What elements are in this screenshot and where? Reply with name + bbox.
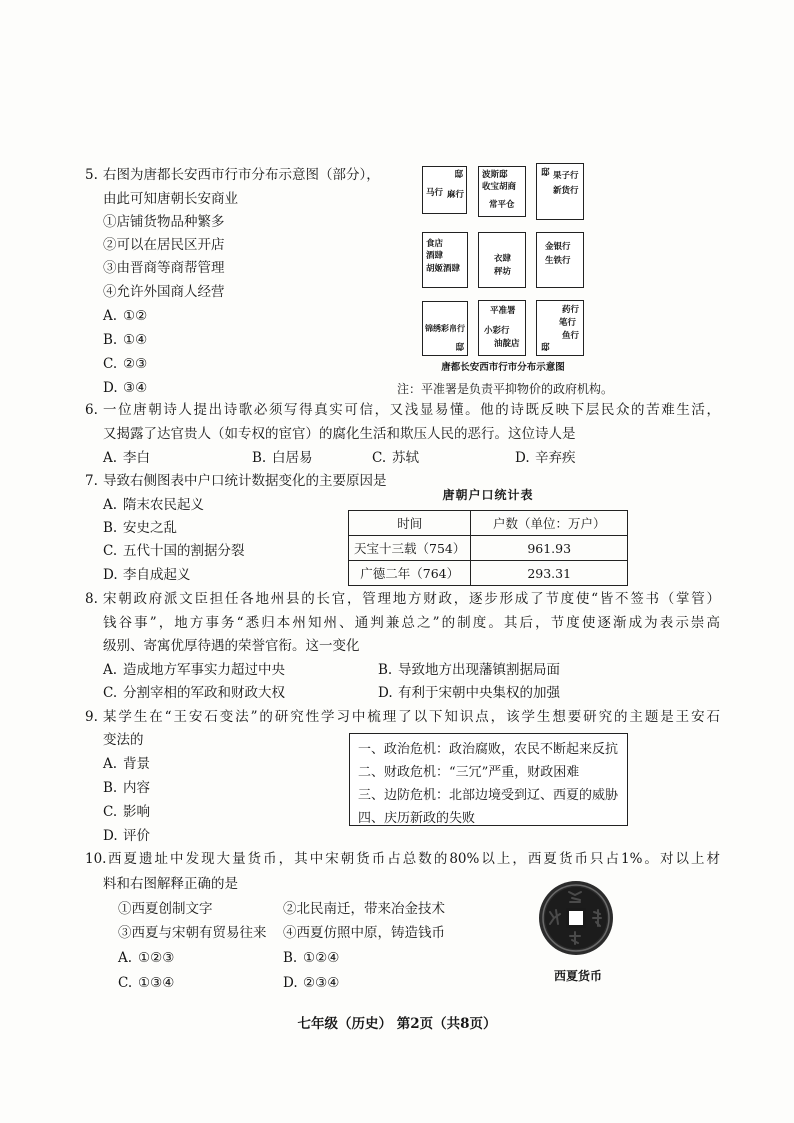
market-label: 油靛店 <box>494 339 520 349</box>
option-text: ②③④ <box>303 975 340 991</box>
q5-number: 5. <box>85 167 98 183</box>
option-text: 五代十国的割据分裂 <box>123 543 245 559</box>
option-text: 背景 <box>123 756 150 772</box>
page-footer: 七年级（历史） 第2页（共8页） <box>297 1016 497 1032</box>
q5-statement-4: ④允许外国商人经营 <box>103 284 225 300</box>
q10-option-a[interactable] <box>118 949 174 967</box>
market-label: 邸 <box>541 343 550 353</box>
option-text: 影响 <box>123 804 150 820</box>
q7-number: 7. <box>85 473 98 489</box>
knowledge-point: 四、庆历新政的失败 <box>358 811 476 826</box>
q8-option-d[interactable] <box>378 684 560 702</box>
market-label: 果子行 <box>553 171 579 181</box>
table-row <box>349 561 628 586</box>
q10-option-d[interactable] <box>283 974 339 992</box>
q5-stem-line-2: 由此可知唐朝长安商业 <box>103 191 238 207</box>
q5-option-c[interactable] <box>103 355 147 373</box>
market-label: 邸 <box>541 168 550 178</box>
q9-option-c[interactable] <box>103 803 150 821</box>
option-letter: D. <box>103 828 118 844</box>
q9-option-b[interactable] <box>103 779 150 797</box>
market-label: 胡姬酒肆 <box>426 264 461 274</box>
q8-number: 8. <box>85 591 98 607</box>
q7-option-b[interactable] <box>103 519 177 537</box>
option-text: 安史之乱 <box>123 520 177 536</box>
option-letter: B. <box>252 450 267 466</box>
market-label: 笔行 <box>558 318 576 328</box>
coin-caption: 西夏货币 <box>553 969 602 983</box>
option-text: 导致地方出现藩镇割据局面 <box>398 662 560 678</box>
option-text: ①②③ <box>138 950 175 966</box>
option-letter: A. <box>103 497 118 513</box>
table-cell: 广德二年（764） <box>349 561 471 586</box>
market-label: 酒肆 <box>426 251 444 261</box>
option-letter: B. <box>283 950 298 966</box>
option-text: 造成地方军事实力超过中央 <box>123 662 285 678</box>
table-row <box>349 536 628 561</box>
market-block-7 <box>422 301 468 356</box>
q8-option-c[interactable] <box>103 684 285 702</box>
option-text: ①②④ <box>303 950 340 966</box>
q10-stem-line-1: 西夏遗址中发现大量货币，其中宋朝货币占总数的80%以上，西夏货币只占1%。对以上材 <box>108 851 720 867</box>
market-label: 药行 <box>561 305 579 315</box>
option-letter: D. <box>103 567 118 583</box>
q7-stem-line-1: 导致右侧图表中户口统计数据变化的主要原因是 <box>103 473 387 489</box>
option-text: 评价 <box>123 828 150 844</box>
market-label: 收宝胡商 <box>482 182 517 192</box>
knowledge-points-box <box>349 733 628 826</box>
table-cell: 961.93 <box>471 536 628 561</box>
q10-stem-line-2: 料和右图解释正确的是 <box>103 876 238 892</box>
market-label: 鱼行 <box>561 331 579 341</box>
option-letter: A. <box>103 756 118 772</box>
option-letter: B. <box>103 520 118 536</box>
q5-option-a[interactable] <box>103 307 147 325</box>
q8-option-a[interactable] <box>103 661 285 679</box>
census-table <box>348 510 628 586</box>
q7-option-c[interactable] <box>103 542 245 560</box>
option-letter: A. <box>103 662 118 678</box>
option-text: 辛弃疾 <box>535 450 576 466</box>
market-label: 马行 <box>426 188 444 198</box>
option-letter: C. <box>118 975 133 991</box>
table-header-cell: 户数（单位：万户） <box>471 511 628 536</box>
option-text: 内容 <box>123 780 150 796</box>
q10-statement-3: ③西夏与宋朝有贸易往来 <box>118 925 267 941</box>
option-letter: B. <box>378 662 393 678</box>
q6-option-c[interactable] <box>372 449 419 467</box>
table-header-cell: 时间 <box>349 511 471 536</box>
market-block-2 <box>478 166 526 217</box>
q7-option-d[interactable] <box>103 566 191 584</box>
census-table-title: 唐朝户口统计表 <box>442 488 534 502</box>
q10-option-c[interactable] <box>118 974 174 992</box>
q10-statement-4: ④西夏仿照中原，铸造钱币 <box>283 925 445 941</box>
market-label: 邸 <box>455 343 464 353</box>
market-label: 生铁行 <box>545 256 571 266</box>
market-label: 新货行 <box>553 186 579 196</box>
option-letter: A. <box>103 450 118 466</box>
knowledge-point: 三、边防危机：北部边境受到辽、西夏的威胁 <box>358 788 619 803</box>
option-letter: C. <box>103 543 118 559</box>
option-letter: D. <box>515 450 530 466</box>
market-block-5 <box>478 232 526 288</box>
diagram-caption: 唐都长安西市行市分布示意图 <box>441 362 565 373</box>
q5-option-b[interactable] <box>103 331 147 349</box>
market-block-9 <box>536 300 584 356</box>
q9-stem-line-2: 变法的 <box>103 732 144 748</box>
market-label: 小彩行 <box>484 326 510 336</box>
option-text: 李自成起义 <box>123 567 191 583</box>
market-label: 麻行 <box>447 190 465 200</box>
market-block-3 <box>536 163 584 220</box>
market-block-6 <box>536 232 584 288</box>
option-text: 白居易 <box>272 450 313 466</box>
option-text: ①② <box>123 308 148 324</box>
q6-option-d[interactable] <box>515 449 576 467</box>
option-letter: D. <box>103 380 118 396</box>
market-label: 邸 <box>454 170 463 180</box>
knowledge-point: 二、财政危机：“三冗”严重，财政困难 <box>358 765 580 780</box>
table-cell: 天宝十三载（754） <box>349 536 471 561</box>
option-letter: D. <box>283 975 298 991</box>
market-block-1 <box>422 166 467 214</box>
option-letter: B. <box>103 780 118 796</box>
q8-option-b[interactable] <box>378 661 560 679</box>
q5-stem-line-1: 右图为唐都长安西市行市分布示意图（部分）， <box>103 167 380 183</box>
q6-option-b[interactable] <box>252 449 313 467</box>
market-block-4 <box>422 232 468 288</box>
option-text: ①③④ <box>138 975 175 991</box>
market-block-8 <box>478 300 526 356</box>
q6-number: 6. <box>85 402 98 418</box>
table-header-row <box>349 511 628 536</box>
market-label: 食店 <box>426 239 444 249</box>
q9-stem-line-1: 某学生在“王安石变法”的研究性学习中梳理了以下知识点，该学生想要研究的主题是王安石 <box>103 709 720 725</box>
q5-statement-3: ③由晋商等商帮管理 <box>103 260 225 276</box>
q9-option-d[interactable] <box>103 827 150 845</box>
q10-statement-2: ②北民南迁，带来冶金技术 <box>283 901 445 917</box>
q8-stem-line-2: 钱谷事”，地方事务“悉归本州知州、通判兼总之”的制度。其后，节度使逐渐成为表示崇高 <box>103 615 720 631</box>
option-letter: B. <box>103 332 118 348</box>
option-text: 有利于宋朝中央集权的加强 <box>398 685 560 701</box>
q10-option-b[interactable] <box>283 949 339 967</box>
q9-option-a[interactable] <box>103 755 150 773</box>
option-letter: D. <box>378 685 393 701</box>
option-letter: A. <box>118 950 133 966</box>
q9-number: 9. <box>85 709 98 725</box>
q5-statement-1: ①店铺货物品种繁多 <box>103 214 225 230</box>
option-letter: C. <box>103 804 118 820</box>
option-text: ①④ <box>123 332 148 348</box>
option-letter: C. <box>103 356 118 372</box>
option-text: 苏轼 <box>392 450 419 466</box>
market-label: 平准署 <box>490 306 516 316</box>
market-label: 秤坊 <box>494 267 512 277</box>
q8-stem-line-3: 级别、寄寓优厚待遇的荣誉官衔。这一变化 <box>103 638 360 654</box>
market-label: 衣肆 <box>494 254 512 264</box>
q6-stem-line-2: 又揭露了达官贵人（如专权的宦官）的腐化生活和欺压人民的恶行。这位诗人是 <box>103 426 576 442</box>
option-text: ②③ <box>123 356 148 372</box>
option-text: 隋末农民起义 <box>123 497 204 513</box>
option-text: 李白 <box>123 450 150 466</box>
q8-stem-line-1: 宋朝政府派文臣担任各地州县的长官，管理地方财政，逐步形成了节度使“皆不签书（掌管） <box>103 591 720 607</box>
option-text: 分割宰相的军政和财政大权 <box>123 685 285 701</box>
market-label: 波斯邸 <box>482 170 508 180</box>
option-letter: C. <box>372 450 387 466</box>
q5-option-d[interactable] <box>103 379 147 397</box>
q10-statement-1: ①西夏创制文字 <box>118 901 213 917</box>
diagram-note: 注：平准署是负责平抑物价的政府机构。 <box>397 382 614 396</box>
q7-option-a[interactable] <box>103 496 204 514</box>
knowledge-point: 一、政治危机：政治腐败，农民不断起来反抗 <box>358 742 619 757</box>
q5-statement-2: ②可以在居民区开店 <box>103 237 225 253</box>
option-text: ③④ <box>123 380 148 396</box>
market-label: 常平仓 <box>489 200 515 210</box>
market-label: 金银行 <box>545 242 571 252</box>
q6-stem-line-1: 一位唐朝诗人提出诗歌必须写得真实可信，又浅显易懂。他的诗既反映下层民众的苦难生活， <box>103 402 720 418</box>
market-label: 锦绣彩帛行 <box>425 323 465 333</box>
option-letter: C. <box>103 685 118 701</box>
xixia-coin-image <box>538 880 614 956</box>
q10-number: 10. <box>85 851 107 867</box>
q6-option-a[interactable] <box>103 449 150 467</box>
option-letter: A. <box>103 308 118 324</box>
table-cell: 293.31 <box>471 561 628 586</box>
